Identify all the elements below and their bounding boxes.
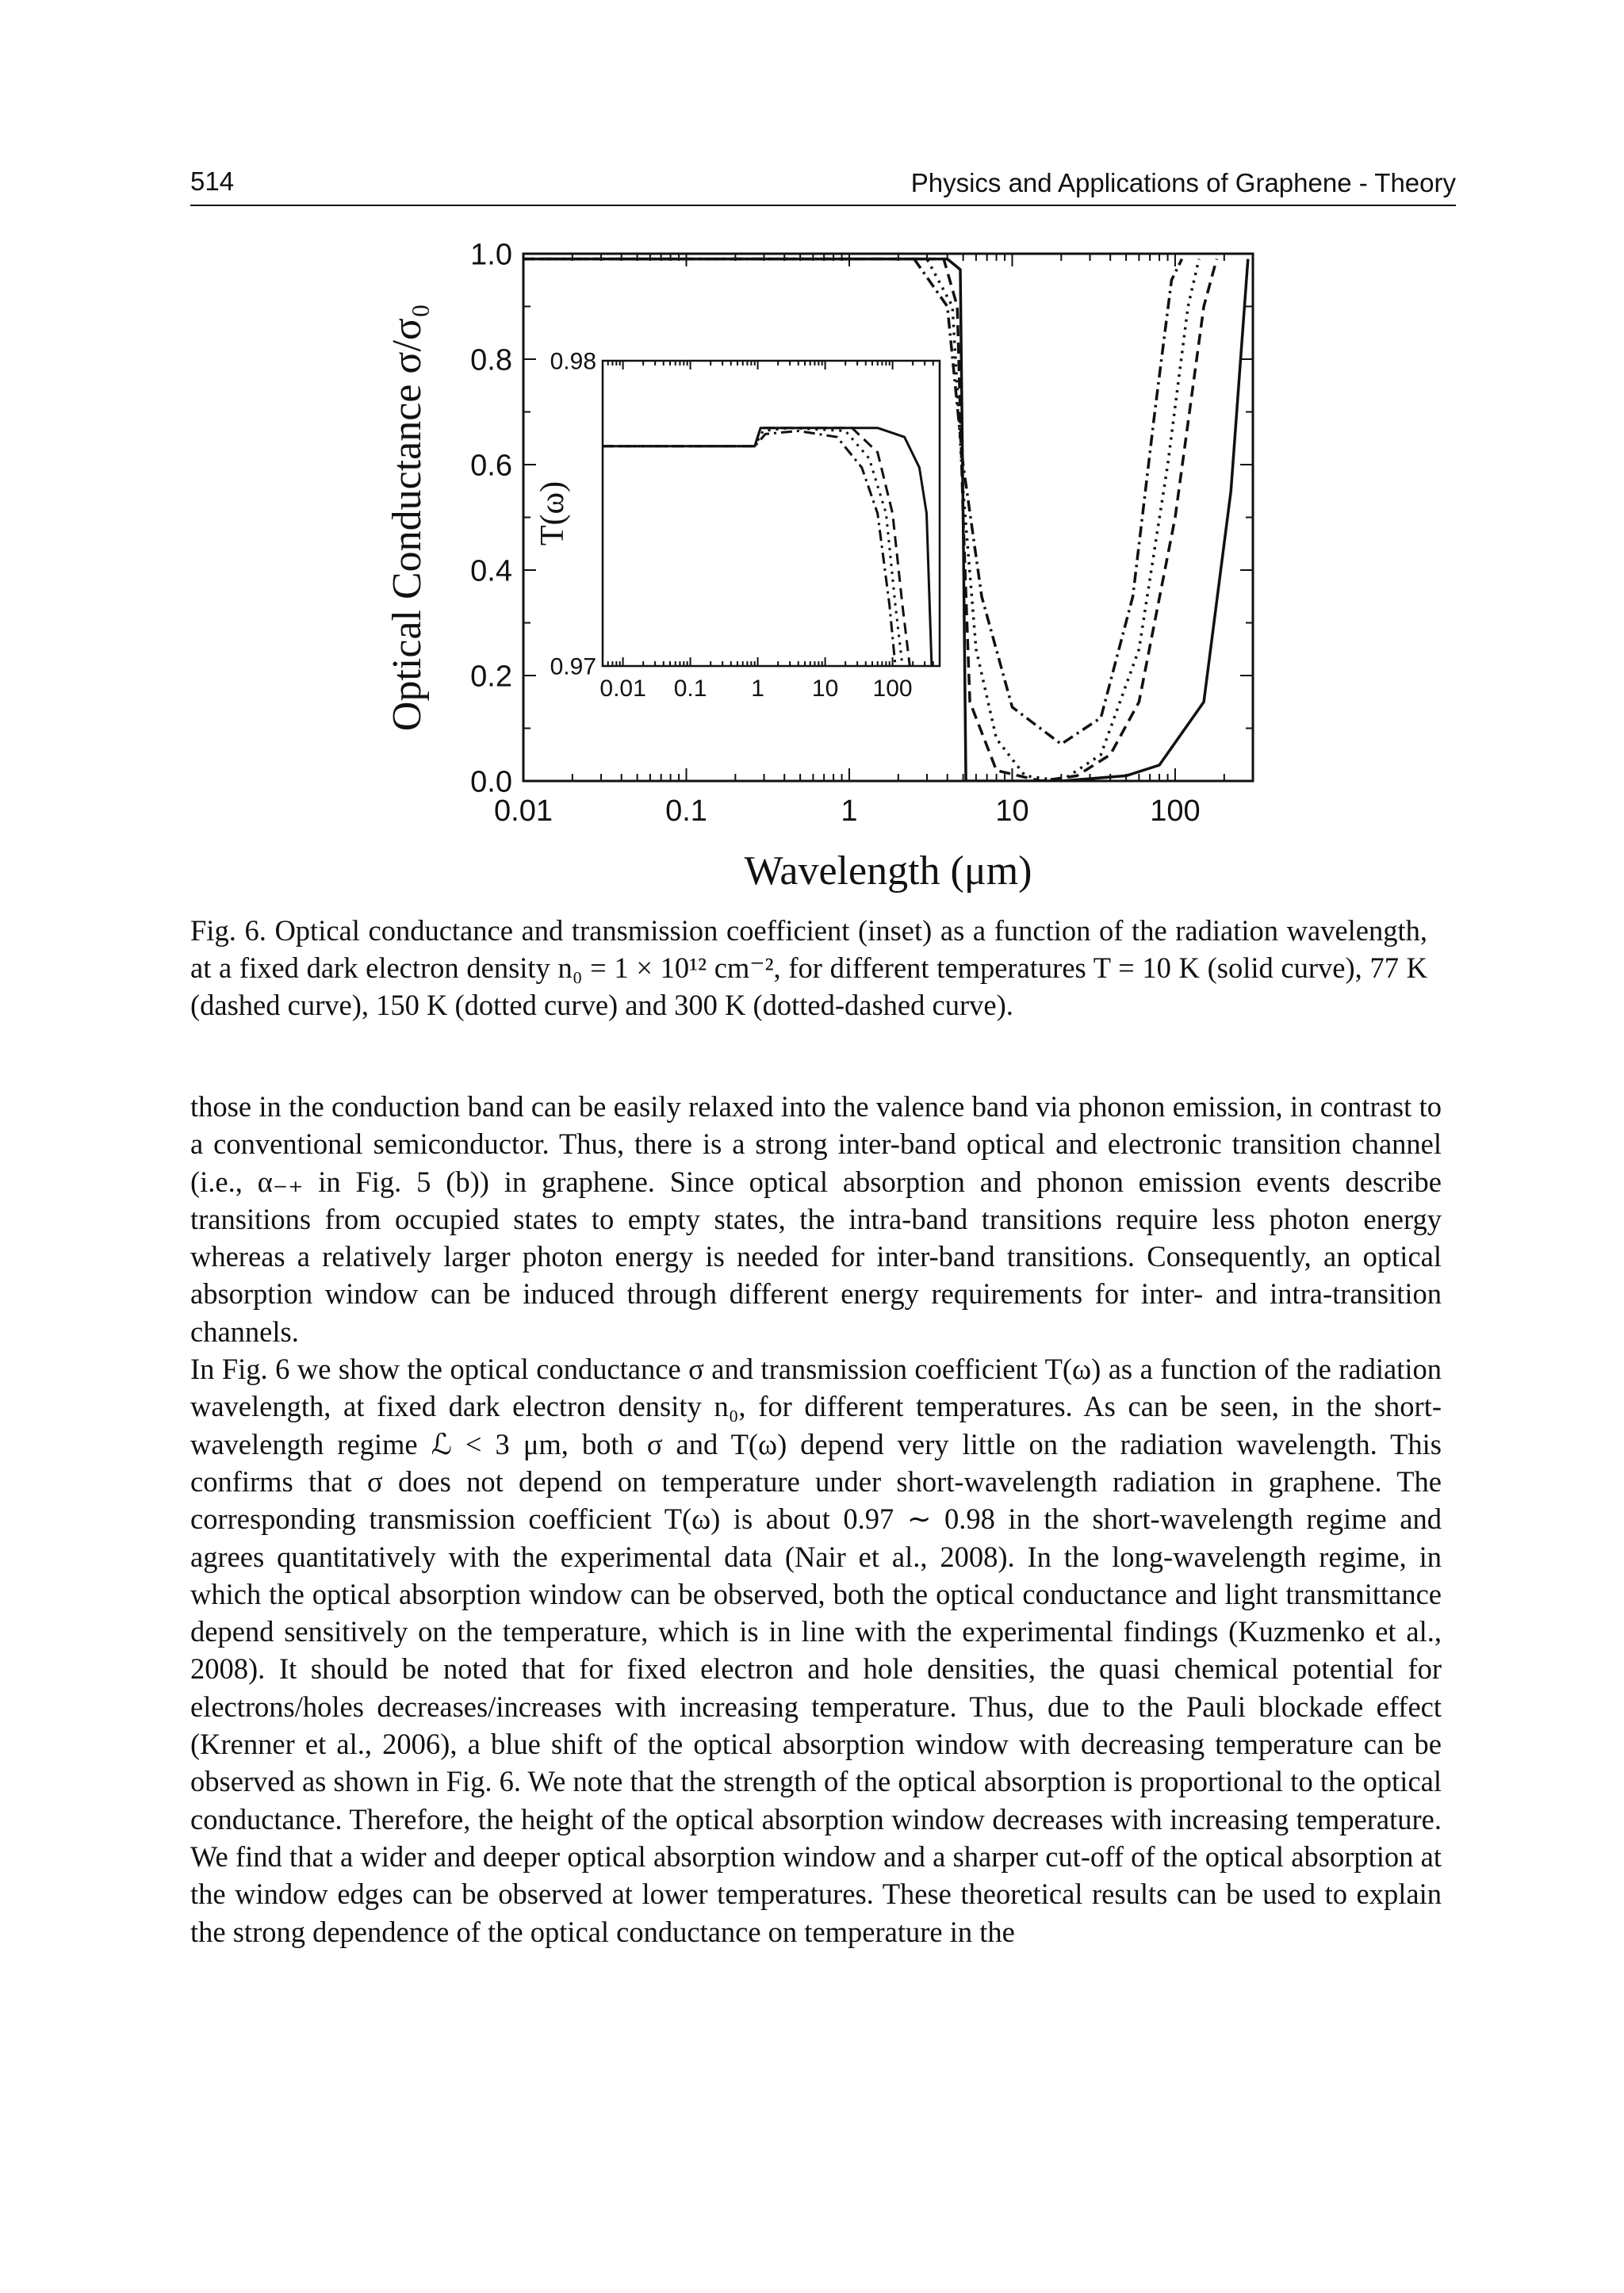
inset-x-tick-label: 0.01	[599, 676, 646, 702]
inset-frame	[603, 361, 940, 666]
paragraph: In Fig. 6 we show the optical conductance σ and transmission coefficient T(ω) as a function of the radiation wavelength, at fixed dark electron density n₀, for different temperatures. As can be seen, in the short-wavelength regime ℒ < 3 μm, both σ and T(ω) depend very little on the radiation wavelength. This confirms that σ does not depend on temperature under short-wavelength radiation in graphene. The corresponding transmission coefficient T(ω) is about 0.97 ∼ 0.98 in the short-wavelength regime and agrees quantitatively with the experimental data (Nair et al., 2008). In the long-wavelength regime, in which the optical absorption window can be observed, both the optical conductance and light transmittance depend sensitively on the temperature, which is in line with the experimental findings (Kuzmenko et al., 2008). It should be noted that for fixed electron and hole densities, the quasi chemical potential for electrons/holes decreases/increases with increasing temperature. Thus, due to the Pauli blockade effect (Krenner et al., 2006), a blue shift of the optical absorption window with decreasing temperature can be observed as shown in Fig. 6. We note that the strength of the optical absorption is proportional to the optical conductance. Therefore, the height of the optical absorption window decreases with increasing temperature. We find that a wider and deeper optical absorption window and a sharper cut-off of the optical absorption at the window edges can be observed at lower temperatures. These theoretical results can be used to explain the strong dependence of the optical conductance on temperature in the	[190, 1353, 1442, 1948]
inset-y-tick-label: 0.98	[550, 348, 596, 375]
main-x-tick-label: 1	[841, 794, 858, 828]
conductance-chart	[373, 230, 1285, 912]
main-x-tick-label: 10	[995, 794, 1029, 828]
main-y-tick-label: 0.8	[470, 343, 512, 377]
main-x-tick-label: 0.01	[494, 794, 553, 828]
inset-x-tick-label: 1	[751, 676, 764, 702]
main-y-tick-label: 0.2	[470, 660, 512, 694]
paragraph: those in the conduction band can be easily relaxed into the valence band via phonon emission, in contrast to a conventional semiconductor. Thus, there is a strong inter-band optical and electronic transition channel (i.e., α₋₊ in Fig. 5 (b)) in graphene. Since optical absorption and phonon emission events describe transitions from occupied states to empty states, the intra-band transitions require less photon energy whereas a relatively larger photon energy is needed for inter-band transitions. Consequently, an optical absorption window can be induced through different energy requirements for inter- and intra-transition channels.	[190, 1090, 1442, 1348]
page-header	[190, 167, 1456, 206]
main-y-tick-label: 1.0	[470, 238, 512, 272]
running-title: Physics and Applications of Graphene - Theory	[910, 168, 1456, 197]
figure-6	[373, 230, 1285, 916]
page-number: 514	[190, 167, 235, 196]
inset-x-tick-label: 100	[872, 676, 913, 702]
inset-y-axis-label: T(ω)	[534, 480, 571, 546]
body-text	[190, 1088, 1442, 1950]
main-x-tick-label: 0.1	[665, 794, 707, 828]
inset-x-tick-label: 10	[811, 676, 839, 702]
y-axis-label: Optical Conductance σ/σ₀	[385, 303, 430, 732]
main-y-tick-label: 0.0	[470, 765, 512, 799]
inset-y-tick-label: 0.97	[550, 653, 596, 680]
main-x-tick-label: 100	[1150, 794, 1201, 828]
main-y-tick-label: 0.4	[470, 554, 512, 588]
main-y-tick-label: 0.6	[470, 449, 512, 483]
x-axis-label: Wavelength (μm)	[744, 848, 1032, 894]
figure-caption: Fig. 6. Optical conductance and transmission coefficient (inset) as a function of the radiation wavelength, at a fixed dark electron density n₀ = 1 × 10¹² cm⁻², for different temperatures T = 10 K (solid curve), 77 K (dashed curve), 150 K (dotted curve) and 300 K (dotted-dashed curve).	[190, 914, 1427, 1021]
inset-x-tick-label: 0.1	[673, 676, 707, 702]
